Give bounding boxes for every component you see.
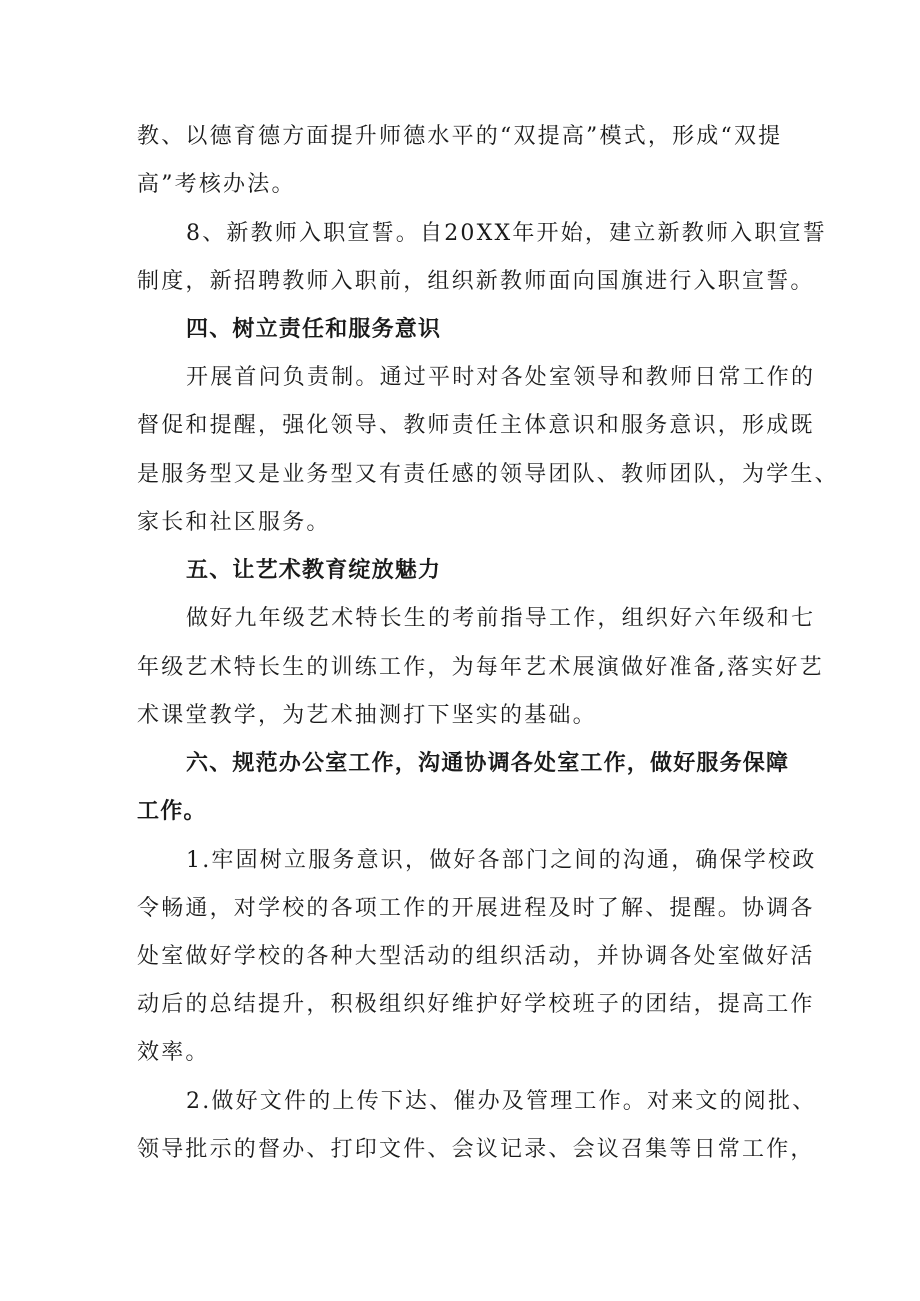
text-line: 效率。 (137, 1040, 210, 1065)
section-heading: 六、规范办公室工作，沟通协调各处室工作，做好服务保障 (186, 751, 790, 776)
section-heading: 五、让艺术教育绽放魅力 (186, 558, 442, 583)
text-line: 教、以德育德方面提升师德水平的“双提高”模式，形成“双提 (137, 124, 783, 149)
text-line: 制度，新招聘教师入职前，组织新教师面向国旗进行入职宣誓。 (137, 269, 815, 294)
text-line: 年级艺术特长生的训练工作，为每年艺术展演做好准备,落实好艺 (137, 655, 824, 680)
text-line: 术课堂教学，为艺术抽测打下坚实的基础。 (137, 703, 597, 728)
section-heading: 四、树立责任和服务意识 (186, 317, 442, 342)
text-line: 高”考核办法。 (137, 172, 296, 197)
section-heading-continuation: 工作。 (137, 799, 207, 824)
paragraph-first-line: 8、新教师入职宣誓。自20XX年开始，建立新教师入职宣誓 (186, 221, 827, 246)
text-line: 动后的总结提升，积极组织好维护好学校班子的团结，提高工作 (137, 992, 815, 1017)
paragraph-first-line: 2.做好文件的上传下达、催办及管理工作。对来文的阅批、 (186, 1089, 817, 1114)
text-line: 家长和社区服务。 (137, 510, 331, 535)
text-line: 处室做好学校的各种大型活动的组织活动，并协调各处室做好活 (137, 944, 815, 969)
text-line: 是服务型又是业务型又有责任感的领导团队、教师团队，为学生、 (137, 462, 839, 487)
paragraph-first-line: 开展首问负责制。通过平时对各处室领导和教师日常工作的 (186, 365, 816, 390)
text-line: 督促和提醒，强化领导、教师责任主体意识和服务意识，形成既 (137, 413, 815, 438)
paragraph-first-line: 1.牢固树立服务意识，做好各部门之间的沟通，确保学校政 (186, 848, 817, 873)
text-line: 令畅通，对学校的各项工作的开展进程及时了解、提醒。协调各 (137, 896, 815, 921)
paragraph-first-line: 做好九年级艺术特长生的考前指导工作，组织好六年级和七 (186, 606, 816, 631)
text-line: 领导批示的督办、打印文件、会议记录、会议召集等日常工作， (137, 1137, 815, 1162)
